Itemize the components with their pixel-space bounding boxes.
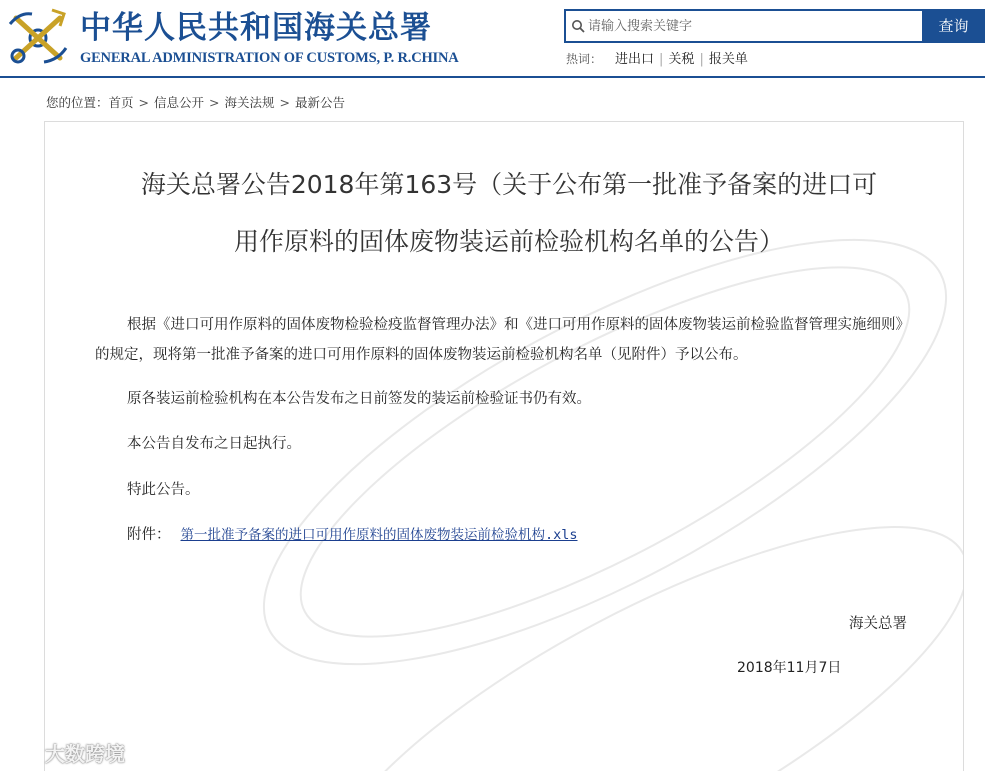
article-paragraph: 根据《进口可用作原料的固体废物检验检疫监督管理办法》和《进口可用作原料的固体废物装运前检验监督管理实施细则》的规定，现将第一批准予备案的进口可用作原料的固体废物装运前检验机构名单（见附件）予以公布。 [95, 317, 910, 363]
hot-word-divider: | [699, 52, 704, 67]
article-paragraph: 原各装运前检验机构在本公告发布之日前签发的装运前检验证书仍有效。 [127, 391, 591, 407]
attachment-row [95, 520, 915, 550]
corner-watermark [8, 738, 125, 767]
article-panel [44, 121, 964, 771]
site-title-cn[interactable]: 中华人民共和国海关总署 [80, 10, 432, 46]
search-input[interactable] [588, 11, 918, 41]
breadcrumb-item-home[interactable]: 首页 [108, 95, 134, 110]
sign-date: 2018年11月7日 [737, 660, 842, 676]
signer: 海关总署 [849, 616, 907, 632]
attachment-label: 附件： [127, 527, 171, 543]
hot-words-label: 热词： [566, 52, 603, 66]
search-button[interactable]: 查询 [922, 9, 985, 43]
hot-words [566, 48, 753, 67]
article-paragraph: 特此公告。 [127, 482, 200, 498]
breadcrumb-item-regulations[interactable]: 海关法规 [224, 95, 275, 110]
header-divider [0, 76, 985, 78]
hot-word-link[interactable]: 进出口 [615, 52, 655, 67]
breadcrumb-item-announcements[interactable]: 最新公告 [295, 95, 346, 110]
site-header [0, 0, 985, 78]
article-title-line: 海关总署公告2018年第163号（关于公布第一批准予备案的进口可 [140, 170, 878, 199]
attachment-link[interactable]: 第一批准予备案的进口可用作原料的固体废物装运前检验机构.xls [180, 527, 578, 543]
hot-word-divider: | [659, 52, 664, 67]
site-title-en[interactable]: GENERAL ADMINISTRATION OF CUSTOMS, P. R.CHINA [80, 50, 459, 66]
article-paragraph: 本公告自发布之日起执行。 [127, 436, 301, 452]
corner-watermark-text: 大数跨境 [44, 742, 125, 766]
breadcrumb-separator: > [138, 95, 150, 110]
corner-watermark-icon [8, 745, 38, 767]
breadcrumb-separator: > [209, 95, 220, 110]
customs-emblem-icon[interactable] [6, 4, 70, 68]
breadcrumb [46, 93, 345, 111]
breadcrumb-separator: > [279, 95, 291, 110]
article-title-line: 用作原料的固体废物装运前检验机构名单的公告） [233, 227, 784, 256]
article-title [99, 156, 919, 270]
breadcrumb-prefix: 您的位置： [46, 95, 109, 110]
breadcrumb-item-info[interactable]: 信息公开 [154, 95, 205, 110]
hot-word-link[interactable]: 关税 [668, 52, 695, 67]
search-icon [571, 19, 585, 33]
hot-word-link[interactable]: 报关单 [708, 52, 748, 67]
search-box [564, 9, 924, 43]
